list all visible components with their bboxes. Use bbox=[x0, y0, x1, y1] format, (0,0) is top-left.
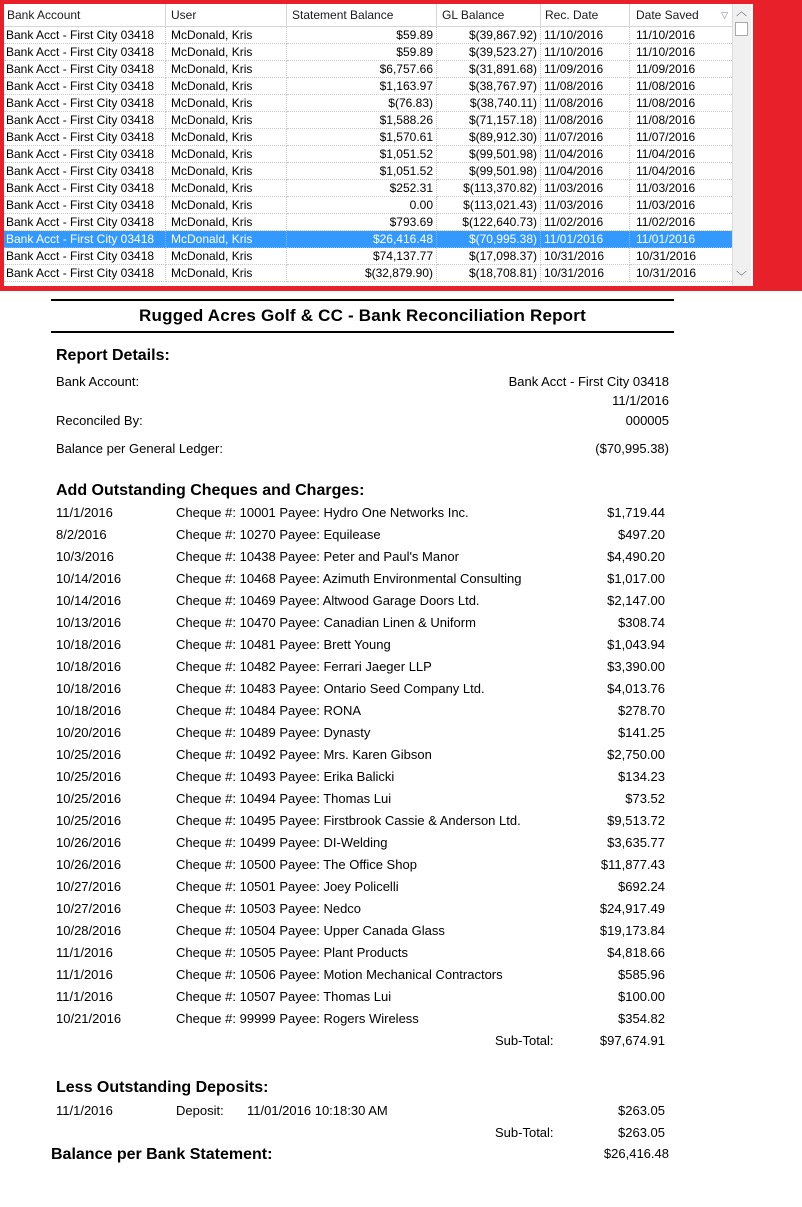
cheque-row bbox=[0, 901, 802, 923]
cell-gl-balance: $(70,995.38) bbox=[437, 231, 541, 248]
cell-date-saved: 11/08/2016 bbox=[630, 95, 736, 112]
cell-rec-date: 11/10/2016 bbox=[541, 44, 630, 61]
cheque-description: Cheque #: 10469 Payee: Altwood Garage Doors Ltd. bbox=[176, 593, 480, 608]
cell-gl-balance: $(17,098.37) bbox=[437, 248, 541, 265]
bank-balance-label: Balance per Bank Statement: bbox=[51, 1146, 273, 1163]
cheque-description: Cheque #: 10270 Payee: Equilease bbox=[176, 527, 381, 542]
cheque-amount: $1,017.00 bbox=[607, 571, 665, 586]
table-row[interactable] bbox=[4, 248, 736, 265]
cell-user: McDonald, Kris bbox=[166, 231, 287, 248]
cheque-amount: $354.82 bbox=[618, 1011, 665, 1026]
deposit-label: Deposit: bbox=[176, 1103, 224, 1118]
cell-date-saved: 11/03/2016 bbox=[630, 197, 736, 214]
cell-bank-account: Bank Acct - First City 03418 bbox=[4, 265, 166, 282]
cheque-description: Cheque #: 10470 Payee: Canadian Linen & Uniform bbox=[176, 615, 476, 630]
table-row[interactable] bbox=[4, 214, 736, 231]
cell-user: McDonald, Kris bbox=[166, 163, 287, 180]
cheque-amount: $141.25 bbox=[618, 725, 665, 740]
cell-rec-date: 11/04/2016 bbox=[541, 163, 630, 180]
cell-user: McDonald, Kris bbox=[166, 78, 287, 95]
cell-rec-date: 11/09/2016 bbox=[541, 61, 630, 78]
cell-user: McDonald, Kris bbox=[166, 248, 287, 265]
cheque-amount: $73.52 bbox=[625, 791, 665, 806]
bank-balance-value: $26,416.48 bbox=[603, 1146, 669, 1161]
table-row[interactable] bbox=[4, 146, 736, 163]
cheque-amount: $2,147.00 bbox=[607, 593, 665, 608]
cheque-row bbox=[0, 725, 802, 747]
cell-statement-balance: $1,051.52 bbox=[287, 146, 437, 163]
cheque-date: 10/14/2016 bbox=[56, 593, 122, 608]
cheque-description: Cheque #: 10492 Payee: Mrs. Karen Gibson bbox=[176, 747, 432, 762]
table-row[interactable] bbox=[4, 197, 736, 214]
cell-date-saved: 11/02/2016 bbox=[630, 214, 736, 231]
deposit-amount: $263.05 bbox=[618, 1103, 665, 1118]
cheque-amount: $1,719.44 bbox=[607, 505, 665, 520]
cell-gl-balance: $(39,523.27) bbox=[437, 44, 541, 61]
cheque-date: 10/27/2016 bbox=[56, 901, 122, 916]
cell-statement-balance: $1,570.61 bbox=[287, 129, 437, 146]
cheque-date: 10/18/2016 bbox=[56, 703, 122, 718]
cell-statement-balance: $6,757.66 bbox=[287, 61, 437, 78]
cheque-description: Cheque #: 10495 Payee: Firstbrook Cassie & Anderson Ltd. bbox=[176, 813, 521, 828]
cheque-row bbox=[0, 923, 802, 945]
grid-header bbox=[4, 4, 736, 27]
table-row[interactable] bbox=[4, 129, 736, 146]
table-row[interactable] bbox=[4, 231, 736, 248]
cheque-date: 10/28/2016 bbox=[56, 923, 122, 938]
sort-descending-icon: ▽ bbox=[721, 10, 728, 20]
column-header-rec-date[interactable]: Rec. Date bbox=[541, 4, 630, 26]
cheque-description: Cheque #: 10483 Payee: Ontario Seed Company Ltd. bbox=[176, 681, 485, 696]
cell-bank-account: Bank Acct - First City 03418 bbox=[4, 61, 166, 78]
cell-rec-date: 11/08/2016 bbox=[541, 112, 630, 129]
cheque-amount: $585.96 bbox=[618, 967, 665, 982]
report-details-heading: Report Details: bbox=[56, 347, 170, 364]
cell-gl-balance: $(99,501.98) bbox=[437, 163, 541, 180]
column-header-gl-balance[interactable]: GL Balance bbox=[437, 4, 541, 26]
cell-bank-account: Bank Acct - First City 03418 bbox=[4, 248, 166, 265]
cheque-description: Cheque #: 10493 Payee: Erika Balicki bbox=[176, 769, 395, 784]
bank-account-label: Bank Account: bbox=[56, 374, 140, 389]
cheque-row bbox=[0, 791, 802, 813]
cheque-row bbox=[0, 879, 802, 901]
scroll-down-icon[interactable]: ﹀ bbox=[733, 269, 750, 286]
scroll-up-icon[interactable]: ︿ bbox=[733, 4, 750, 21]
cheque-description: Cheque #: 10494 Payee: Thomas Lui bbox=[176, 791, 392, 806]
cell-statement-balance: $1,163.97 bbox=[287, 78, 437, 95]
cell-gl-balance: $(122,640.73) bbox=[437, 214, 541, 231]
cheque-description: Cheque #: 10505 Payee: Plant Products bbox=[176, 945, 408, 960]
cheque-row bbox=[0, 659, 802, 681]
column-header-date-saved[interactable] bbox=[630, 4, 736, 26]
cell-statement-balance: $1,051.52 bbox=[287, 163, 437, 180]
cheque-description: Cheque #: 10500 Payee: The Office Shop bbox=[176, 857, 417, 872]
cell-user: McDonald, Kris bbox=[166, 146, 287, 163]
cheque-amount: $1,043.94 bbox=[607, 637, 665, 652]
cheque-date: 10/18/2016 bbox=[56, 681, 122, 696]
cell-gl-balance: $(89,912.30) bbox=[437, 129, 541, 146]
cheque-date: 10/18/2016 bbox=[56, 659, 122, 674]
bank-account-value: Bank Acct - First City 03418 bbox=[508, 374, 669, 389]
table-row[interactable] bbox=[4, 78, 736, 95]
cheque-date: 10/18/2016 bbox=[56, 637, 122, 652]
cell-gl-balance: $(39,867.92) bbox=[437, 27, 541, 44]
cheque-description: Cheque #: 10506 Payee: Motion Mechanical Contractors bbox=[176, 967, 503, 982]
cheque-amount: $134.23 bbox=[618, 769, 665, 784]
table-row[interactable] bbox=[4, 44, 736, 61]
cell-user: McDonald, Kris bbox=[166, 265, 287, 282]
table-row[interactable] bbox=[4, 112, 736, 129]
cheque-amount: $11,877.43 bbox=[600, 857, 665, 872]
cheque-date: 10/13/2016 bbox=[56, 615, 122, 630]
cheque-description: Cheque #: 10503 Payee: Nedco bbox=[176, 901, 362, 916]
cheque-description: Cheque #: 10504 Payee: Upper Canada Glass bbox=[176, 923, 445, 938]
cell-bank-account: Bank Acct - First City 03418 bbox=[4, 214, 166, 231]
cheques-subtotal-label: Sub-Total: bbox=[495, 1033, 554, 1048]
cheque-description: Cheque #: 10499 Payee: DI-Welding bbox=[176, 835, 388, 850]
cheque-amount: $4,818.66 bbox=[607, 945, 665, 960]
cell-date-saved: 11/10/2016 bbox=[630, 44, 736, 61]
cheque-description: Cheque #: 10001 Payee: Hydro One Networks Inc. bbox=[176, 505, 469, 520]
table-row[interactable] bbox=[4, 61, 736, 78]
cell-rec-date: 11/03/2016 bbox=[541, 180, 630, 197]
cheque-date: 10/14/2016 bbox=[56, 571, 122, 586]
grid-body bbox=[4, 27, 736, 282]
cell-statement-balance: $(32,879.90) bbox=[287, 265, 437, 282]
cheque-row bbox=[0, 1011, 802, 1033]
cell-date-saved: 11/04/2016 bbox=[630, 163, 736, 180]
cell-rec-date: 10/31/2016 bbox=[541, 248, 630, 265]
cheque-row bbox=[0, 549, 802, 571]
cell-date-saved: 10/31/2016 bbox=[630, 265, 736, 282]
cheque-amount: $2,750.00 bbox=[607, 747, 665, 762]
cheque-amount: $278.70 bbox=[618, 703, 665, 718]
cheque-date: 10/20/2016 bbox=[56, 725, 122, 740]
cell-rec-date: 11/01/2016 bbox=[541, 231, 630, 248]
reconciliation-history-grid-frame bbox=[0, 0, 802, 291]
cell-statement-balance: $59.89 bbox=[287, 44, 437, 61]
title-bottom-rule bbox=[51, 331, 674, 333]
table-row[interactable] bbox=[4, 180, 736, 197]
cheque-row bbox=[0, 747, 802, 769]
cheque-amount: $3,635.77 bbox=[607, 835, 665, 850]
grid-vertical-scrollbar[interactable] bbox=[732, 4, 751, 286]
cell-user: McDonald, Kris bbox=[166, 129, 287, 146]
cheque-date: 10/21/2016 bbox=[56, 1011, 122, 1026]
cell-user: McDonald, Kris bbox=[166, 61, 287, 78]
cell-rec-date: 11/04/2016 bbox=[541, 146, 630, 163]
cheque-amount: $9,513.72 bbox=[607, 813, 665, 828]
cell-rec-date: 11/08/2016 bbox=[541, 78, 630, 95]
cheque-date: 10/3/2016 bbox=[56, 549, 114, 564]
gl-balance-label: Balance per General Ledger: bbox=[56, 441, 223, 456]
cheque-amount: $24,917.49 bbox=[599, 901, 665, 916]
deposits-subtotal-value: $263.05 bbox=[618, 1125, 665, 1140]
cheque-row bbox=[0, 703, 802, 725]
cheque-description: Cheque #: 10489 Payee: Dynasty bbox=[176, 725, 371, 740]
cheque-row bbox=[0, 813, 802, 835]
table-row[interactable] bbox=[4, 27, 736, 44]
cheque-date: 10/25/2016 bbox=[56, 747, 122, 762]
cheque-row bbox=[0, 615, 802, 637]
column-header-date-saved-label: Date Saved bbox=[636, 8, 699, 22]
cheque-row bbox=[0, 593, 802, 615]
cheque-row bbox=[0, 571, 802, 593]
cell-statement-balance: $59.89 bbox=[287, 27, 437, 44]
cheque-date: 11/1/2016 bbox=[56, 945, 113, 960]
cheque-row bbox=[0, 769, 802, 791]
outstanding-cheques-heading: Add Outstanding Cheques and Charges: bbox=[56, 482, 365, 499]
cell-date-saved: 11/07/2016 bbox=[630, 129, 736, 146]
table-row[interactable] bbox=[4, 95, 736, 112]
cell-rec-date: 11/03/2016 bbox=[541, 197, 630, 214]
cell-bank-account: Bank Acct - First City 03418 bbox=[4, 112, 166, 129]
report-title: Rugged Acres Golf & CC - Bank Reconciliation Report bbox=[139, 306, 586, 325]
deposit-date: 11/1/2016 bbox=[56, 1103, 113, 1118]
cheque-amount: $100.00 bbox=[618, 989, 665, 1004]
cell-date-saved: 11/10/2016 bbox=[630, 27, 736, 44]
cell-user: McDonald, Kris bbox=[166, 214, 287, 231]
cheque-date: 10/26/2016 bbox=[56, 835, 122, 850]
cheque-row bbox=[0, 505, 802, 527]
cell-rec-date: 11/02/2016 bbox=[541, 214, 630, 231]
cheque-amount: $692.24 bbox=[618, 879, 665, 894]
cheque-amount: $19,173.84 bbox=[599, 923, 665, 938]
cell-bank-account: Bank Acct - First City 03418 bbox=[4, 163, 166, 180]
gl-balance-value: ($70,995.38) bbox=[595, 441, 669, 456]
cheque-amount: $308.74 bbox=[618, 615, 665, 630]
column-header-user[interactable]: User bbox=[166, 4, 287, 26]
title-top-rule bbox=[51, 299, 674, 301]
cheque-date: 11/1/2016 bbox=[56, 989, 113, 1004]
cheque-description: Cheque #: 10438 Payee: Peter and Paul's Manor bbox=[176, 549, 459, 564]
cheque-amount: $3,390.00 bbox=[607, 659, 665, 674]
cheque-date: 8/2/2016 bbox=[56, 527, 107, 542]
cell-statement-balance: $252.31 bbox=[287, 180, 437, 197]
reconciliation-history-grid bbox=[4, 4, 753, 286]
cheque-date: 10/25/2016 bbox=[56, 791, 122, 806]
cell-rec-date: 11/08/2016 bbox=[541, 95, 630, 112]
cell-bank-account: Bank Acct - First City 03418 bbox=[4, 95, 166, 112]
cell-user: McDonald, Kris bbox=[166, 27, 287, 44]
cheque-row bbox=[0, 989, 802, 1011]
table-row[interactable] bbox=[4, 163, 736, 180]
cell-gl-balance: $(71,157.18) bbox=[437, 112, 541, 129]
cell-date-saved: 11/09/2016 bbox=[630, 61, 736, 78]
outstanding-deposits-heading: Less Outstanding Deposits: bbox=[56, 1079, 269, 1096]
cell-bank-account: Bank Acct - First City 03418 bbox=[4, 129, 166, 146]
cell-bank-account: Bank Acct - First City 03418 bbox=[4, 27, 166, 44]
cell-statement-balance: $26,416.48 bbox=[287, 231, 437, 248]
reconciled-by-label: Reconciled By: bbox=[56, 413, 143, 428]
cell-rec-date: 11/07/2016 bbox=[541, 129, 630, 146]
cell-date-saved: 11/04/2016 bbox=[630, 146, 736, 163]
cell-user: McDonald, Kris bbox=[166, 197, 287, 214]
cell-bank-account: Bank Acct - First City 03418 bbox=[4, 180, 166, 197]
reconciled-by-value: 000005 bbox=[625, 413, 669, 428]
column-header-statement-balance[interactable]: Statement Balance bbox=[287, 4, 437, 26]
cheque-description: Cheque #: 10507 Payee: Thomas Lui bbox=[176, 989, 392, 1004]
cell-gl-balance: $(113,021.43) bbox=[437, 197, 541, 214]
cell-statement-balance: $1,588.26 bbox=[287, 112, 437, 129]
cheque-description: Cheque #: 10501 Payee: Joey Policelli bbox=[176, 879, 399, 894]
cheque-row bbox=[0, 637, 802, 659]
cheque-date: 11/1/2016 bbox=[56, 967, 113, 982]
cell-gl-balance: $(31,891.68) bbox=[437, 61, 541, 78]
cheque-row bbox=[0, 967, 802, 989]
cell-bank-account: Bank Acct - First City 03418 bbox=[4, 146, 166, 163]
cheque-row bbox=[0, 835, 802, 857]
cheque-date: 10/25/2016 bbox=[56, 769, 122, 784]
cheque-row bbox=[0, 945, 802, 967]
cell-gl-balance: $(18,708.81) bbox=[437, 265, 541, 282]
cell-user: McDonald, Kris bbox=[166, 95, 287, 112]
cell-bank-account: Bank Acct - First City 03418 bbox=[4, 44, 166, 61]
deposit-timestamp: 11/01/2016 10:18:30 AM bbox=[247, 1103, 388, 1118]
cell-user: McDonald, Kris bbox=[166, 112, 287, 129]
cheque-row bbox=[0, 527, 802, 549]
cheque-row bbox=[0, 681, 802, 703]
cheque-date: 11/1/2016 bbox=[56, 505, 113, 520]
cheque-date: 10/26/2016 bbox=[56, 857, 122, 872]
cheque-amount: $4,013.76 bbox=[607, 681, 665, 696]
cheque-amount: $497.20 bbox=[618, 527, 665, 542]
column-header-bank-account[interactable]: Bank Account bbox=[4, 4, 166, 26]
cell-date-saved: 11/08/2016 bbox=[630, 112, 736, 129]
deposits-subtotal-label: Sub-Total: bbox=[495, 1125, 554, 1140]
cheque-description: Cheque #: 99999 Payee: Rogers Wireless bbox=[176, 1011, 419, 1026]
cheque-description: Cheque #: 10482 Payee: Ferrari Jaeger LLP bbox=[176, 659, 432, 674]
cell-date-saved: 11/08/2016 bbox=[630, 78, 736, 95]
cell-gl-balance: $(38,740.11) bbox=[437, 95, 541, 112]
cheque-row bbox=[0, 857, 802, 879]
cheque-amount: $4,490.20 bbox=[607, 549, 665, 564]
cell-statement-balance: $74,137.77 bbox=[287, 248, 437, 265]
cell-statement-balance: $793.69 bbox=[287, 214, 437, 231]
cell-gl-balance: $(99,501.98) bbox=[437, 146, 541, 163]
cheque-date: 10/27/2016 bbox=[56, 879, 122, 894]
cell-date-saved: 11/03/2016 bbox=[630, 180, 736, 197]
cell-bank-account: Bank Acct - First City 03418 bbox=[4, 197, 166, 214]
cell-rec-date: 10/31/2016 bbox=[541, 265, 630, 282]
cell-user: McDonald, Kris bbox=[166, 44, 287, 61]
cell-bank-account: Bank Acct - First City 03418 bbox=[4, 78, 166, 95]
scrollbar-thumb[interactable] bbox=[735, 22, 748, 36]
cell-date-saved: 11/01/2016 bbox=[630, 231, 736, 248]
cheque-description: Cheque #: 10468 Payee: Azimuth Environmental Consulting bbox=[176, 571, 522, 586]
cell-user: McDonald, Kris bbox=[166, 180, 287, 197]
cell-statement-balance: $(76.83) bbox=[287, 95, 437, 112]
cell-statement-balance: 0.00 bbox=[287, 197, 437, 214]
cell-date-saved: 10/31/2016 bbox=[630, 248, 736, 265]
cheque-description: Cheque #: 10484 Payee: RONA bbox=[176, 703, 362, 718]
bank-account-date: 11/1/2016 bbox=[612, 393, 669, 408]
cheque-date: 10/25/2016 bbox=[56, 813, 122, 828]
cell-bank-account: Bank Acct - First City 03418 bbox=[4, 231, 166, 248]
cell-gl-balance: $(38,767.97) bbox=[437, 78, 541, 95]
table-row[interactable] bbox=[4, 265, 736, 282]
cheque-description: Cheque #: 10481 Payee: Brett Young bbox=[176, 637, 391, 652]
cheques-subtotal-value: $97,674.91 bbox=[599, 1033, 665, 1048]
cell-rec-date: 11/10/2016 bbox=[541, 27, 630, 44]
cell-gl-balance: $(113,370.82) bbox=[437, 180, 541, 197]
